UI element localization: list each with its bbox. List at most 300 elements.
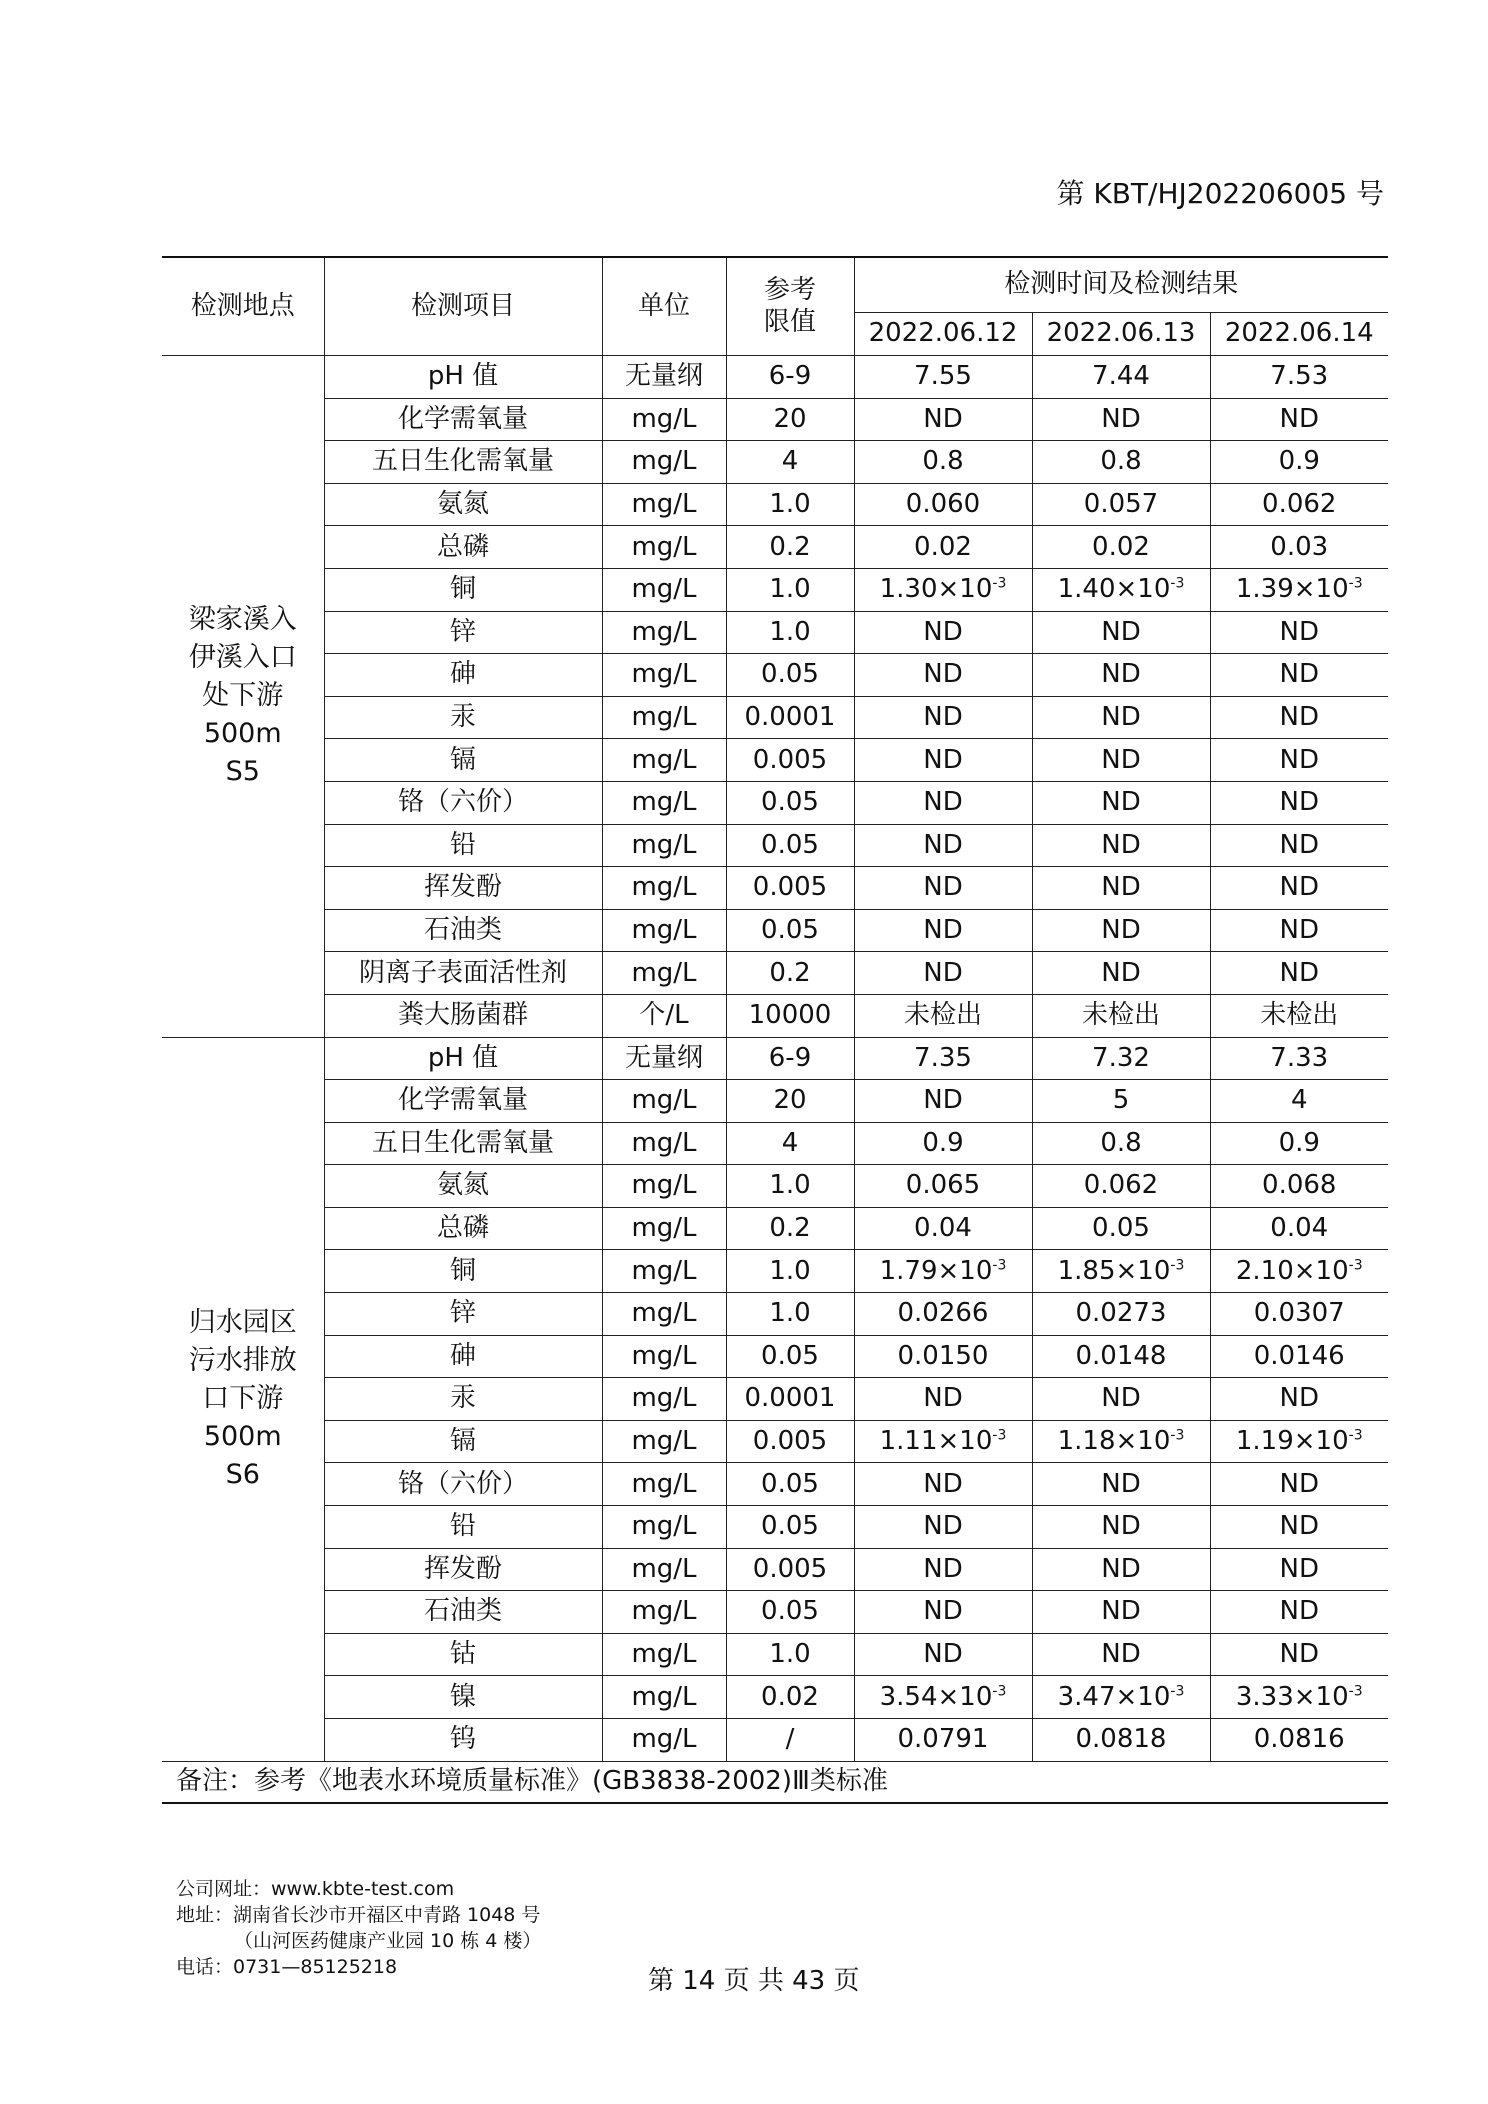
result-cell-3: [1210, 1548, 1388, 1591]
table-row: [162, 1207, 1388, 1250]
result-cell-2: [1032, 952, 1210, 995]
item-cell: pH 值: [324, 356, 602, 399]
table-row: [162, 1548, 1388, 1591]
table-row: [162, 1037, 1388, 1080]
header-location: 检测地点: [162, 257, 324, 356]
result-value: ND: [923, 1596, 963, 1627]
ref-cell: /: [726, 1719, 854, 1762]
item-cell: 镉: [324, 739, 602, 782]
result-value: ND: [1101, 1383, 1141, 1414]
result-value: ND: [1101, 616, 1141, 647]
result-value: ND: [1101, 914, 1141, 945]
result-cell-2: [1032, 483, 1210, 526]
ref-cell: 6-9: [726, 1037, 854, 1080]
unit-cell: mg/L: [602, 1463, 726, 1506]
item-cell: 锌: [324, 611, 602, 654]
result-value: ND: [1279, 914, 1319, 945]
result-value: ND: [923, 787, 963, 818]
result-value: ND: [923, 1553, 963, 1584]
item-cell: 铜: [324, 1250, 602, 1293]
header-date-3: 2022.06.14: [1210, 313, 1388, 356]
result-cell-1: [854, 1207, 1032, 1250]
result-value: 0.02: [914, 531, 972, 562]
table-row: [162, 356, 1388, 399]
result-value: 7.35: [914, 1042, 972, 1073]
result-cell-1: [854, 994, 1032, 1037]
table-row: [162, 1719, 1388, 1762]
unit-cell: mg/L: [602, 1378, 726, 1421]
result-cell-1: [854, 611, 1032, 654]
table-row: [162, 781, 1388, 824]
result-cell-2: [1032, 1591, 1210, 1634]
result-cell-3: [1210, 1207, 1388, 1250]
unit-cell: mg/L: [602, 1293, 726, 1336]
result-cell-3: [1210, 1378, 1388, 1421]
table-row: [162, 1122, 1388, 1165]
item-cell: 钴: [324, 1633, 602, 1676]
result-value: ND: [1101, 1553, 1141, 1584]
unit-cell: mg/L: [602, 696, 726, 739]
result-cell-3: [1210, 1420, 1388, 1463]
results-table: [162, 256, 1388, 1804]
ref-cell: 0.05: [726, 909, 854, 952]
result-cell-3: [1210, 526, 1388, 569]
result-cell-3: [1210, 1633, 1388, 1676]
item-cell: 五日生化需氧量: [324, 441, 602, 484]
unit-cell: mg/L: [602, 824, 726, 867]
result-cell-1: [854, 1293, 1032, 1336]
result-cell-3: [1210, 1122, 1388, 1165]
result-value: 1.85×10: [1057, 1255, 1171, 1286]
result-cell-2: [1032, 1335, 1210, 1378]
ref-cell: 0.2: [726, 526, 854, 569]
item-cell: 五日生化需氧量: [324, 1122, 602, 1165]
result-cell-2: [1032, 1165, 1210, 1208]
unit-cell: mg/L: [602, 1207, 726, 1250]
result-value: 0.065: [905, 1170, 981, 1201]
ref-cell: 0.005: [726, 739, 854, 782]
result-value: 未检出: [903, 1000, 982, 1031]
footer: [176, 1876, 541, 1980]
ref-cell: 0.005: [726, 1548, 854, 1591]
result-value: 1.19×10: [1235, 1426, 1349, 1457]
ref-cell: 0.05: [726, 781, 854, 824]
item-cell: 铅: [324, 824, 602, 867]
result-cell-3: [1210, 1293, 1388, 1336]
result-value: 0.0146: [1253, 1340, 1345, 1371]
result-value: 0.068: [1262, 1170, 1337, 1201]
result-cell-3: [1210, 1676, 1388, 1719]
result-value: 0.0273: [1075, 1298, 1167, 1329]
result-value: ND: [1101, 957, 1141, 988]
result-value: 0.9: [1278, 1127, 1320, 1158]
result-cell-1: [854, 1420, 1032, 1463]
header-ref-line2: 限值: [763, 306, 816, 337]
result-cell-3: [1210, 952, 1388, 995]
result-cell-1: [854, 1080, 1032, 1123]
ref-cell: 0.05: [726, 1335, 854, 1378]
unit-cell: mg/L: [602, 568, 726, 611]
item-cell: 挥发酚: [324, 1548, 602, 1591]
item-cell: 石油类: [324, 909, 602, 952]
result-cell-2: [1032, 1378, 1210, 1421]
table-row: [162, 568, 1388, 611]
result-value: ND: [1279, 701, 1319, 732]
header-results: 检测时间及检测结果: [854, 257, 1388, 313]
table-row: [162, 739, 1388, 782]
result-exponent: -3: [992, 1682, 1007, 1699]
ref-cell: 0.0001: [726, 1378, 854, 1421]
ref-cell: 6-9: [726, 356, 854, 399]
result-cell-3: [1210, 1463, 1388, 1506]
result-cell-1: [854, 909, 1032, 952]
result-cell-3: [1210, 1335, 1388, 1378]
result-value: 7.55: [914, 361, 972, 392]
result-value: ND: [923, 1511, 963, 1542]
result-value: ND: [1101, 1511, 1141, 1542]
item-cell: 铬（六价）: [324, 781, 602, 824]
result-cell-3: [1210, 994, 1388, 1037]
location-line: 归水园区: [188, 1307, 297, 1339]
ref-cell: 0.05: [726, 824, 854, 867]
result-exponent: -3: [1348, 1427, 1363, 1444]
note-text: 备注：参考《地表水环境质量标准》(GB3838-2002)Ⅲ类标准: [162, 1761, 1388, 1803]
result-value: 0.0150: [897, 1340, 989, 1371]
location-line: 污水排放: [188, 1345, 297, 1377]
ref-cell: 1.0: [726, 1165, 854, 1208]
unit-cell: 无量纲: [602, 356, 726, 399]
table-row: [162, 398, 1388, 441]
result-value: 1.30×10: [879, 574, 993, 605]
result-value: ND: [1279, 872, 1319, 903]
result-value: 1.79×10: [879, 1255, 993, 1286]
result-cell-3: [1210, 441, 1388, 484]
result-value: 0.062: [1262, 488, 1337, 519]
result-cell-1: [854, 1548, 1032, 1591]
result-cell-1: [854, 1719, 1032, 1762]
result-cell-3: [1210, 1080, 1388, 1123]
ref-cell: 0.05: [726, 654, 854, 697]
result-value: 未检出: [1081, 1000, 1160, 1031]
result-cell-1: [854, 952, 1032, 995]
item-cell: 总磷: [324, 526, 602, 569]
result-cell-3: [1210, 781, 1388, 824]
result-cell-2: [1032, 441, 1210, 484]
result-cell-1: [854, 568, 1032, 611]
result-cell-1: [854, 1633, 1032, 1676]
item-cell: 化学需氧量: [324, 398, 602, 441]
result-value: ND: [1101, 403, 1141, 434]
result-cell-3: [1210, 1719, 1388, 1762]
result-cell-3: [1210, 739, 1388, 782]
ref-cell: 4: [726, 441, 854, 484]
result-value: ND: [1279, 957, 1319, 988]
result-cell-2: [1032, 1250, 1210, 1293]
result-value: ND: [1279, 1383, 1319, 1414]
item-cell: 砷: [324, 1335, 602, 1378]
location-line: 梁家溪入: [188, 604, 297, 636]
report-number: 第 KBT/HJ202206005 号: [1056, 177, 1384, 210]
result-value: ND: [1279, 1596, 1319, 1627]
result-value: 0.0816: [1253, 1724, 1345, 1755]
location-cell: [162, 1037, 324, 1761]
table-row: [162, 483, 1388, 526]
unit-cell: mg/L: [602, 952, 726, 995]
note-row: [162, 1761, 1388, 1803]
header-date-1: 2022.06.12: [854, 313, 1032, 356]
result-cell-2: [1032, 781, 1210, 824]
item-cell: 氨氮: [324, 483, 602, 526]
result-value: ND: [923, 1468, 963, 1499]
result-cell-2: [1032, 1463, 1210, 1506]
unit-cell: mg/L: [602, 441, 726, 484]
unit-cell: mg/L: [602, 1250, 726, 1293]
result-cell-3: [1210, 1591, 1388, 1634]
result-cell-1: [854, 781, 1032, 824]
result-value: 0.8: [1100, 1127, 1142, 1158]
result-value: ND: [1279, 403, 1319, 434]
location-line: 伊溪入口: [188, 642, 297, 674]
location-line: S5: [225, 756, 260, 788]
unit-cell: mg/L: [602, 1506, 726, 1549]
result-value: ND: [1101, 1639, 1141, 1670]
item-cell: 挥发酚: [324, 867, 602, 910]
result-cell-2: [1032, 1676, 1210, 1719]
ref-cell: 10000: [726, 994, 854, 1037]
item-cell: 粪大肠菌群: [324, 994, 602, 1037]
result-cell-2: [1032, 568, 1210, 611]
result-value: ND: [1279, 787, 1319, 818]
table-row: [162, 1335, 1388, 1378]
header-ref: [726, 257, 854, 356]
result-exponent: -3: [1170, 1682, 1185, 1699]
result-value: 0.057: [1083, 488, 1159, 519]
result-exponent: -3: [1170, 1427, 1185, 1444]
table-row: [162, 1080, 1388, 1123]
item-cell: 总磷: [324, 1207, 602, 1250]
result-cell-1: [854, 526, 1032, 569]
result-value: ND: [923, 659, 963, 690]
result-exponent: -3: [1348, 575, 1363, 592]
result-cell-2: [1032, 356, 1210, 399]
result-cell-3: [1210, 909, 1388, 952]
item-cell: 石油类: [324, 1591, 602, 1634]
table-row: [162, 1506, 1388, 1549]
result-value: ND: [1101, 1468, 1141, 1499]
result-cell-1: [854, 1378, 1032, 1421]
result-cell-1: [854, 1591, 1032, 1634]
result-value: ND: [1279, 1468, 1319, 1499]
ref-cell: 1.0: [726, 1250, 854, 1293]
result-value: ND: [923, 1383, 963, 1414]
result-value: 1.18×10: [1057, 1426, 1171, 1457]
ref-cell: 0.2: [726, 1207, 854, 1250]
table-row: [162, 952, 1388, 995]
table-row: [162, 1250, 1388, 1293]
item-cell: 锌: [324, 1293, 602, 1336]
result-cell-2: [1032, 1293, 1210, 1336]
result-value: 0.8: [1100, 446, 1142, 477]
result-value: 0.03: [1270, 531, 1329, 562]
result-cell-1: [854, 1463, 1032, 1506]
result-value: ND: [1101, 744, 1141, 775]
unit-cell: mg/L: [602, 1591, 726, 1634]
location-line: 500m: [203, 718, 282, 750]
table-row: [162, 1591, 1388, 1634]
result-value: ND: [923, 701, 963, 732]
result-cell-3: [1210, 654, 1388, 697]
result-value: 0.0818: [1075, 1724, 1167, 1755]
result-cell-2: [1032, 611, 1210, 654]
item-cell: 钨: [324, 1719, 602, 1762]
table-row: [162, 441, 1388, 484]
unit-cell: mg/L: [602, 1080, 726, 1123]
result-value: ND: [923, 829, 963, 860]
result-cell-2: [1032, 909, 1210, 952]
result-cell-3: [1210, 1037, 1388, 1080]
ref-cell: 20: [726, 1080, 854, 1123]
result-value: 0.0791: [897, 1724, 989, 1755]
result-value: 未检出: [1260, 1000, 1339, 1031]
unit-cell: mg/L: [602, 909, 726, 952]
result-cell-2: [1032, 1080, 1210, 1123]
result-cell-3: [1210, 1165, 1388, 1208]
result-cell-3: [1210, 824, 1388, 867]
result-cell-1: [854, 1676, 1032, 1719]
result-cell-2: [1032, 1037, 1210, 1080]
result-cell-2: [1032, 994, 1210, 1037]
item-cell: pH 值: [324, 1037, 602, 1080]
result-value: 7.33: [1270, 1042, 1329, 1073]
result-cell-2: [1032, 526, 1210, 569]
result-value: ND: [1279, 744, 1319, 775]
result-value: 3.54×10: [879, 1681, 993, 1712]
ref-cell: 1.0: [726, 1293, 854, 1336]
table-row: [162, 654, 1388, 697]
unit-cell: mg/L: [602, 483, 726, 526]
item-cell: 铬（六价）: [324, 1463, 602, 1506]
result-value: 1.39×10: [1235, 574, 1349, 605]
result-value: 2.10×10: [1235, 1255, 1349, 1286]
result-cell-2: [1032, 1420, 1210, 1463]
result-value: ND: [1279, 1511, 1319, 1542]
result-value: ND: [923, 616, 963, 647]
result-value: 4: [1290, 1085, 1308, 1116]
unit-cell: mg/L: [602, 1719, 726, 1762]
result-value: ND: [923, 914, 963, 945]
location-line: 口下游: [202, 1383, 284, 1415]
header-unit: 单位: [602, 257, 726, 356]
item-cell: 铅: [324, 1506, 602, 1549]
ref-cell: 1.0: [726, 611, 854, 654]
unit-cell: mg/L: [602, 1633, 726, 1676]
result-value: 0.9: [922, 1127, 964, 1158]
table-row: [162, 696, 1388, 739]
result-value: ND: [1279, 1639, 1319, 1670]
result-cell-1: [854, 441, 1032, 484]
result-value: 0.0148: [1075, 1340, 1167, 1371]
ref-cell: 0.05: [726, 1591, 854, 1634]
result-cell-2: [1032, 1719, 1210, 1762]
unit-cell: mg/L: [602, 398, 726, 441]
result-value: ND: [1279, 659, 1319, 690]
item-cell: 铜: [324, 568, 602, 611]
item-cell: 镍: [324, 1676, 602, 1719]
result-exponent: -3: [992, 575, 1007, 592]
result-cell-3: [1210, 867, 1388, 910]
result-cell-1: [854, 398, 1032, 441]
result-value: 5: [1112, 1085, 1130, 1116]
result-value: ND: [1101, 701, 1141, 732]
result-cell-2: [1032, 867, 1210, 910]
location-line: S6: [225, 1459, 260, 1491]
location-line: 500m: [203, 1421, 282, 1453]
table-row: [162, 994, 1388, 1037]
ref-cell: 0.0001: [726, 696, 854, 739]
result-value: ND: [923, 403, 963, 434]
result-value: 0.9: [1278, 446, 1320, 477]
result-value: ND: [1101, 829, 1141, 860]
unit-cell: mg/L: [602, 1335, 726, 1378]
unit-cell: 无量纲: [602, 1037, 726, 1080]
location-cell: [162, 356, 324, 1038]
unit-cell: mg/L: [602, 1165, 726, 1208]
result-value: ND: [1101, 872, 1141, 903]
result-value: 7.32: [1092, 1042, 1150, 1073]
unit-cell: 个/L: [602, 994, 726, 1037]
result-cell-1: [854, 696, 1032, 739]
ref-cell: 0.2: [726, 952, 854, 995]
result-value: 0.060: [905, 488, 981, 519]
ref-cell: 1.0: [726, 1633, 854, 1676]
item-cell: 汞: [324, 696, 602, 739]
page-number: 第 14 页 共 43 页: [648, 1966, 860, 1996]
table-row: [162, 1293, 1388, 1336]
result-cell-1: [854, 1037, 1032, 1080]
ref-cell: 4: [726, 1122, 854, 1165]
result-cell-1: [854, 824, 1032, 867]
result-value: ND: [923, 1085, 963, 1116]
table-row: [162, 824, 1388, 867]
result-value: 7.53: [1270, 361, 1329, 392]
header-date-2: 2022.06.13: [1032, 313, 1210, 356]
result-value: 0.062: [1083, 1170, 1159, 1201]
footer-address-detail: （山河医药健康产业园 10 栋 4 楼）: [234, 1930, 542, 1952]
header-item: 检测项目: [324, 257, 602, 356]
unit-cell: mg/L: [602, 1420, 726, 1463]
result-cell-1: [854, 654, 1032, 697]
result-cell-1: [854, 1122, 1032, 1165]
table-row: [162, 611, 1388, 654]
item-cell: 砷: [324, 654, 602, 697]
result-cell-2: [1032, 1506, 1210, 1549]
table-row: [162, 1633, 1388, 1676]
table-row: [162, 526, 1388, 569]
table-row: [162, 1378, 1388, 1421]
result-value: ND: [1101, 1596, 1141, 1627]
footer-website: 公司网址：www.kbte-test.com: [176, 1878, 455, 1900]
item-cell: 镉: [324, 1420, 602, 1463]
result-value: ND: [1279, 616, 1319, 647]
unit-cell: mg/L: [602, 526, 726, 569]
result-value: 0.04: [1270, 1213, 1329, 1244]
result-cell-1: [854, 356, 1032, 399]
result-value: 1.40×10: [1057, 574, 1171, 605]
unit-cell: mg/L: [602, 654, 726, 697]
result-cell-2: [1032, 824, 1210, 867]
result-exponent: -3: [1348, 1682, 1363, 1699]
result-value: 0.02: [1092, 531, 1150, 562]
